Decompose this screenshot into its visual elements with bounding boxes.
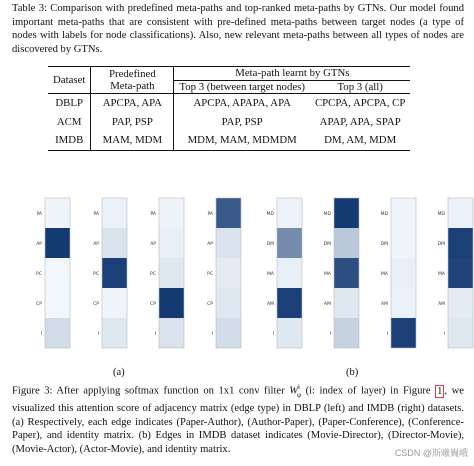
panel-a-heatmap-cell [45,228,70,258]
cell-target: APCPA, APAPA, APA [174,94,310,113]
header-learnt: Meta-path learnt by GTNs [174,67,411,81]
panel-a-heatmap-cell [216,198,241,228]
panel-b-label: (b) [346,367,359,378]
panel-b-row-label: MD [323,212,331,217]
header-predefined: Predefined Meta-path [91,67,174,94]
panel-b-heatmap-cell [391,198,416,228]
panel-a-heatmap-cell [102,318,127,348]
panel-b-heatmap-cell [334,288,359,318]
cell-dataset: DBLP [48,94,91,113]
panel-a-row-label: PA [150,212,156,217]
panel-b-row-label: MD [266,212,274,217]
panel-b-row-label: DM [266,242,274,247]
figure-ref-link[interactable]: 1 [437,385,443,397]
panel-a-row-label: AP [93,242,99,247]
panel-a-heatmap-cell [216,288,241,318]
panel-a-row-label: CP [207,302,213,307]
panel-b-heatmap-cell [448,198,473,228]
panel-b-heatmap-cell [334,198,359,228]
panel-b-heatmap-cell [334,228,359,258]
panel-b-row-label: AM [324,302,331,307]
panel-b-heatmap-cell [277,228,302,258]
panel-b-heatmap-cell [334,318,359,348]
panel-a-row-label: I [97,332,99,337]
panel-a-heatmap-cell [159,288,184,318]
panel-b-heatmap-cell [391,258,416,288]
panel-b-row-label: AM [438,302,445,307]
panel-a-row-label: AP [150,242,156,247]
cell-predefined: MAM, MDM [91,131,174,150]
panel-a-row-label: PC [36,272,42,277]
panel-b-heatmap-cell [448,228,473,258]
cell-target: MDM, MAM, MDMDM [174,131,310,150]
panel-b-row-label: DM [380,242,388,247]
panel-b-row-label: MA [438,272,445,277]
panel-b-row-label: MA [381,272,388,277]
figure-caption-sub: φ [296,390,302,399]
panel-a-row-label: I [40,332,42,337]
panel-b-row-label: MA [267,272,274,277]
panel-a-heatmap-cell [45,318,70,348]
panel-b-heatmap-cell [277,318,302,348]
panel-b-row-label: AM [381,302,388,307]
panel-a-row-label: PA [207,212,213,217]
cell-target: PAP, PSP [221,115,263,128]
panel-a-row-label: PA [93,212,99,217]
panel-b-row-label: DM [437,242,445,247]
panel-a-heatmap-cell [159,318,184,348]
panel-a-heatmap-cell [45,198,70,228]
panel-a-row-label: CP [36,302,42,307]
header-dataset: Dataset [48,67,91,94]
watermark: CSDN @斯曦巍峨 [394,448,468,458]
panel-a-heatmap-cell [45,288,70,318]
panel-a-row-label: PC [150,272,156,277]
panel-b-row-label: DM [323,242,331,247]
panel-a-heatmap-cell [159,228,184,258]
panel-a-heatmap-cell [102,228,127,258]
panel-a-row-label: PC [93,272,99,277]
cell-all: CPCPA, APCPA, CP [310,94,410,113]
panel-a-row-label: PC [207,272,213,277]
panel-b-heatmap-cell [277,288,302,318]
cell-predefined: APCPA, APA [91,94,174,113]
panel-a-row-label: CP [150,302,156,307]
panel-a-heatmap-cell [216,318,241,348]
panel-b-row-label: I [329,332,331,337]
panel-b-heatmap-cell [391,288,416,318]
panel-b-heatmap-cell [448,258,473,288]
table-caption: Table 3: Comparison with predefined meta-paths and top-ranked meta-paths by GTNs. Our model found important meta-paths that are consistent with pre-defined meta-paths between target nodes (a type of nodes with labels for node classifications). Also, new relevant meta-paths between all types of nodes are discovered by GTNs. [12,3,464,55]
panel-b-heatmap-cell [448,288,473,318]
panel-a-row-label: CP [93,302,99,307]
cell-all: DM, AM, MDM [310,131,410,150]
panel-b-row-label: MD [437,212,445,217]
panel-b-row-label: I [272,332,274,337]
panel-b-row-label: AM [267,302,274,307]
panel-a-heatmap-cell [159,198,184,228]
panel-a-row-label: AP [36,242,42,247]
cell-dataset: IMDB [48,131,91,150]
figure-caption-mid: (i: index of layer) in Figure [301,385,431,397]
header-top3-all: Top 3 (all) [310,80,410,94]
cell-all: APAP, APA, SPAP [319,115,401,128]
panel-a-heatmap-cell [216,258,241,288]
panel-b-heatmap-cell [391,318,416,348]
panel-a-heatmap-cell [102,258,127,288]
panel-a-row-label: AP [207,242,213,247]
panel-b-heatmap-cell [334,258,359,288]
panel-b-row-label: I [443,332,445,337]
panel-a-heatmap-cell [102,198,127,228]
panel-a-heatmap-cell [102,288,127,318]
panel-b-heatmap-cell [448,318,473,348]
panel-a-row-label: PA [36,212,42,217]
figure-caption-sup: i [298,383,300,391]
figure-caption-math: W [289,385,299,397]
panel-a-heatmap-cell [159,258,184,288]
panel-a-row-label: I [211,332,213,337]
panel-b-heatmap-cell [277,198,302,228]
panel-b-row-label: MA [324,272,331,277]
panel-a-heatmap-cell [216,228,241,258]
panel-a-row-label: I [154,332,156,337]
header-top3-target: Top 3 (between target nodes) [174,80,310,94]
panel-a-heatmap-cell [45,258,70,288]
cell-dataset: ACM [48,113,91,132]
panel-a-label: (a) [113,367,125,378]
panel-b-heatmap-cell [391,228,416,258]
figure-caption-rest: , we visualized this attention score of adjacency matrix (edge type) in DBLP (left) and IMDB (right) datasets. (a) Respectively, each edge indicates (Paper-Author), (Author-Paper), (Paper-Conference), (Conference-Paper), and identity matrix. (b) Edges in IMDB dataset indicates (Movie-Director), (Director-Movie), (Movie-Actor), (Actor-Movie), and identity matrix. [12,385,465,456]
panel-b-row-label: I [386,332,388,337]
figure-caption-prefix: Figure 3: After applying softmax function on 1x1 conv filter [12,385,285,397]
panel-b-heatmap-cell [277,258,302,288]
panel-b-row-label: MD [380,212,388,217]
cell-predefined: PAP, PSP [91,113,174,132]
